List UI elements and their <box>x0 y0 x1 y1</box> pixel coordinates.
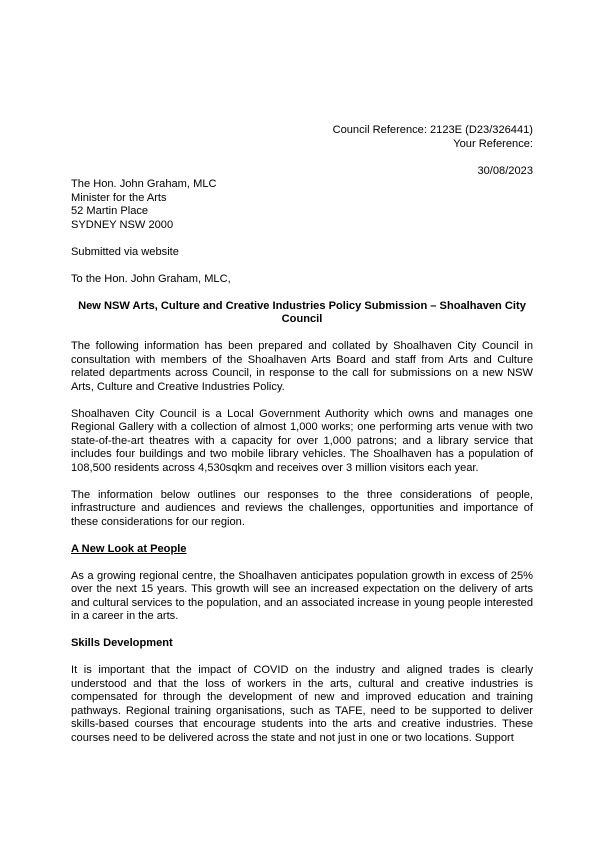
your-reference-line: Your Reference: <box>453 137 533 150</box>
people-section-paragraph: As a growing regional centre, the Shoalhaven anticipates population growth in excess of 25% over the next 15 years. This growth will see an increased expectation on the delivery of arts and cultural services to the population, and an associated increase in young people interested in a career in the arts. <box>71 569 533 622</box>
recipient-address-block <box>71 178 533 232</box>
subsection-heading-skills-development: Skills Development <box>71 637 173 649</box>
intro-paragraph-1: The following information has been prepared and collated by Shoalhaven City Council in consultation with members of the Shoalhaven Arts Board and staff from Arts and Culture related departments across Council, in response to the call for submissions on a new NSW Arts, Culture and Creative Industries Policy. <box>71 340 533 393</box>
recipient-city: SYDNEY NSW 2000 <box>71 218 174 231</box>
subject-heading: New NSW Arts, Culture and Creative Industries Policy Submission – Shoalhaven City Council <box>78 299 526 325</box>
reference-block <box>71 124 533 151</box>
council-reference-line: Council Reference: 2123E (D23/326441) <box>332 124 533 136</box>
recipient-name: The Hon. John Graham, MLC <box>71 178 217 190</box>
intro-paragraph-2: Shoalhaven City Council is a Local Government Authority which owns and manages one Regional Gallery with a collection of almost 1,000 works; one performing arts venue with two state-of-the-art theatres with a capacity for over 1,000 patrons; and a library service that includes four buildings and two mobile library vehicles. The Shoalhaven has a population of 108,500 residents across 4,530sqkm and receives over 3 million visitors each year. <box>71 407 533 474</box>
letter-date: 30/08/2023 <box>477 164 533 177</box>
section-heading-a-new-look-at-people: A New Look at People <box>71 542 187 555</box>
intro-paragraph-3: The information below outlines our responses to the three considerations of people, infrastructure and audiences and reviews the challenges, opportunities and importance of these considerations for our region. <box>71 488 533 528</box>
letter-content <box>71 124 533 759</box>
recipient-street: 52 Martin Place <box>71 205 149 217</box>
salutation: To the Hon. John Graham, MLC, <box>71 272 231 285</box>
recipient-title: Minister for the Arts <box>71 191 167 204</box>
delivery-method-note: Submitted via website <box>71 245 179 258</box>
skills-section-paragraph: It is important that the impact of COVID on the industry and aligned trades is clearly understood and that the loss of workers in the arts, cultural and creative industries is compensated for through the development of new and improved education and training pathways. Regional training organisations, such as TAFE, need to be supported to deliver skills-based courses that encourage students into the arts and creative industries. These courses need to be delivered across the state and not just in one or two locations. Support <box>71 664 533 744</box>
